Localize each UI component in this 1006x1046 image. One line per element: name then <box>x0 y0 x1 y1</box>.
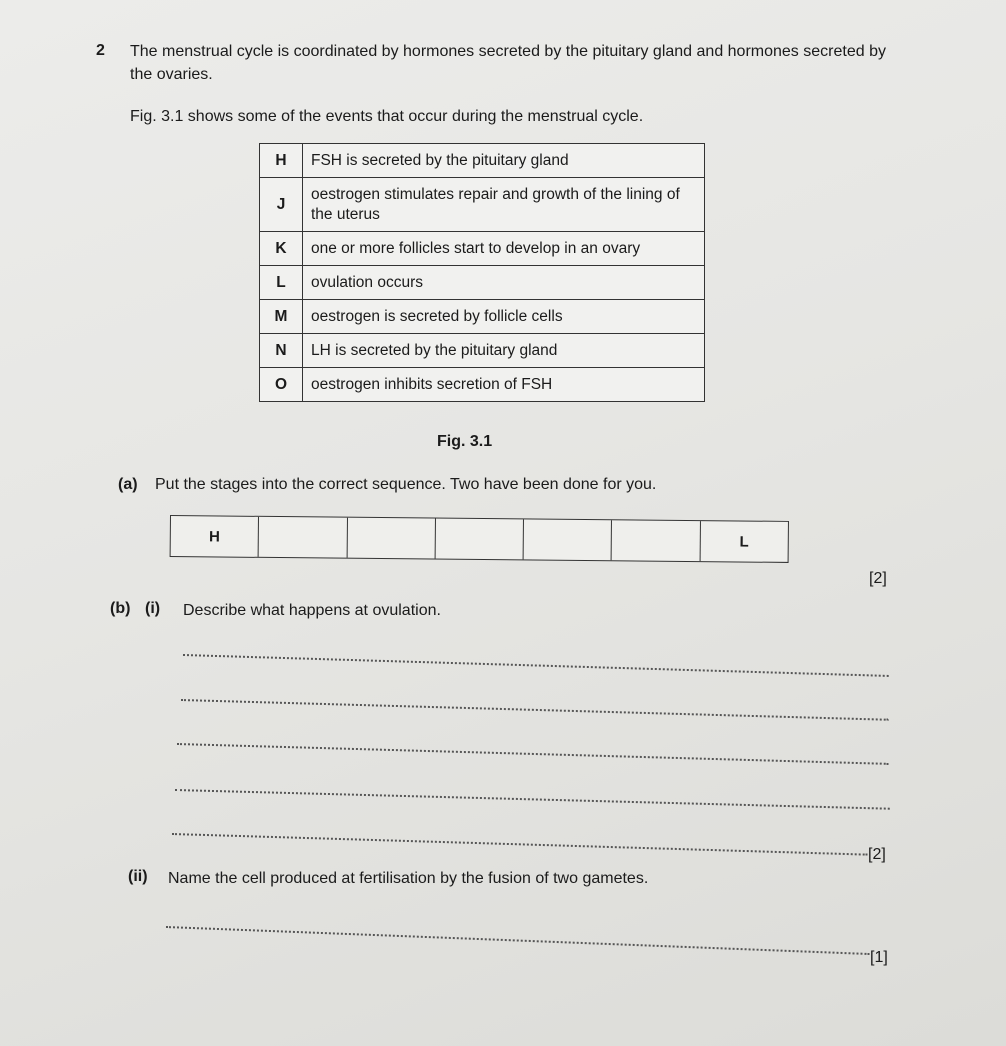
table-row <box>260 144 705 178</box>
event-description: oestrogen inhibits secretion of FSH <box>303 368 705 402</box>
event-letter: J <box>260 178 303 232</box>
event-description: oestrogen stimulates repair and growth of the lining of the uterus <box>303 178 705 232</box>
sequence-box[interactable] <box>347 518 436 559</box>
answer-line[interactable] <box>183 654 889 677</box>
sequence-box[interactable] <box>524 519 613 560</box>
event-description: LH is secreted by the pituitary gland <box>303 334 705 368</box>
sequence-box[interactable] <box>435 519 524 560</box>
event-letter: K <box>260 232 303 266</box>
event-letter: H <box>260 144 303 178</box>
sequence-box[interactable] <box>612 520 701 561</box>
part-b-i-prompt: Describe what happens at ovulation. <box>183 602 441 619</box>
table-row <box>260 300 705 334</box>
table-row <box>260 368 705 402</box>
part-b-ii-marks: [1] <box>870 949 888 966</box>
sequence-box[interactable]: L <box>739 532 749 551</box>
event-description: one or more follicles start to develop in an ovary <box>303 232 705 266</box>
event-description: ovulation occurs <box>303 266 705 300</box>
part-a-marks: [2] <box>869 570 887 587</box>
part-b-ii-label: (ii) <box>128 868 148 885</box>
events-table <box>259 143 705 402</box>
question-number: 2 <box>96 42 105 59</box>
sequence-answer-boxes <box>170 515 789 563</box>
event-description: FSH is secreted by the pituitary gland <box>303 144 705 178</box>
answer-line[interactable] <box>166 926 870 955</box>
answer-line[interactable] <box>175 789 890 810</box>
answer-line[interactable] <box>172 833 868 856</box>
event-letter: L <box>260 266 303 300</box>
event-letter: M <box>260 300 303 334</box>
table-row <box>260 178 705 232</box>
event-description: oestrogen is secreted by follicle cells <box>303 300 705 334</box>
answer-line[interactable] <box>181 699 889 721</box>
figure-caption: Fig. 3.1 <box>437 433 493 450</box>
table-row <box>260 232 705 266</box>
part-a-prompt: Put the stages into the correct sequence. Two have been done for you. <box>155 476 657 493</box>
sequence-box[interactable]: H <box>171 516 260 557</box>
table-row <box>260 266 705 300</box>
part-a-label: (a) <box>118 476 138 493</box>
event-letter: O <box>260 368 303 402</box>
part-b-ii-prompt: Name the cell produced at fertilisation by the fusion of two gametes. <box>168 870 649 887</box>
answer-line[interactable] <box>177 743 889 765</box>
part-b-label: (b) <box>110 600 131 617</box>
part-b-i-label: (i) <box>145 600 161 617</box>
figure-intro: Fig. 3.1 shows some of the events that occur during the menstrual cycle. <box>130 108 644 125</box>
table-row <box>260 334 705 368</box>
part-b-i-marks: [2] <box>868 846 886 863</box>
question-intro: The menstrual cycle is coordinated by hormones secreted by the pituitary gland and hormones secreted by the ovaries. <box>130 43 886 83</box>
event-letter: N <box>260 334 303 368</box>
sequence-box[interactable] <box>259 517 348 558</box>
